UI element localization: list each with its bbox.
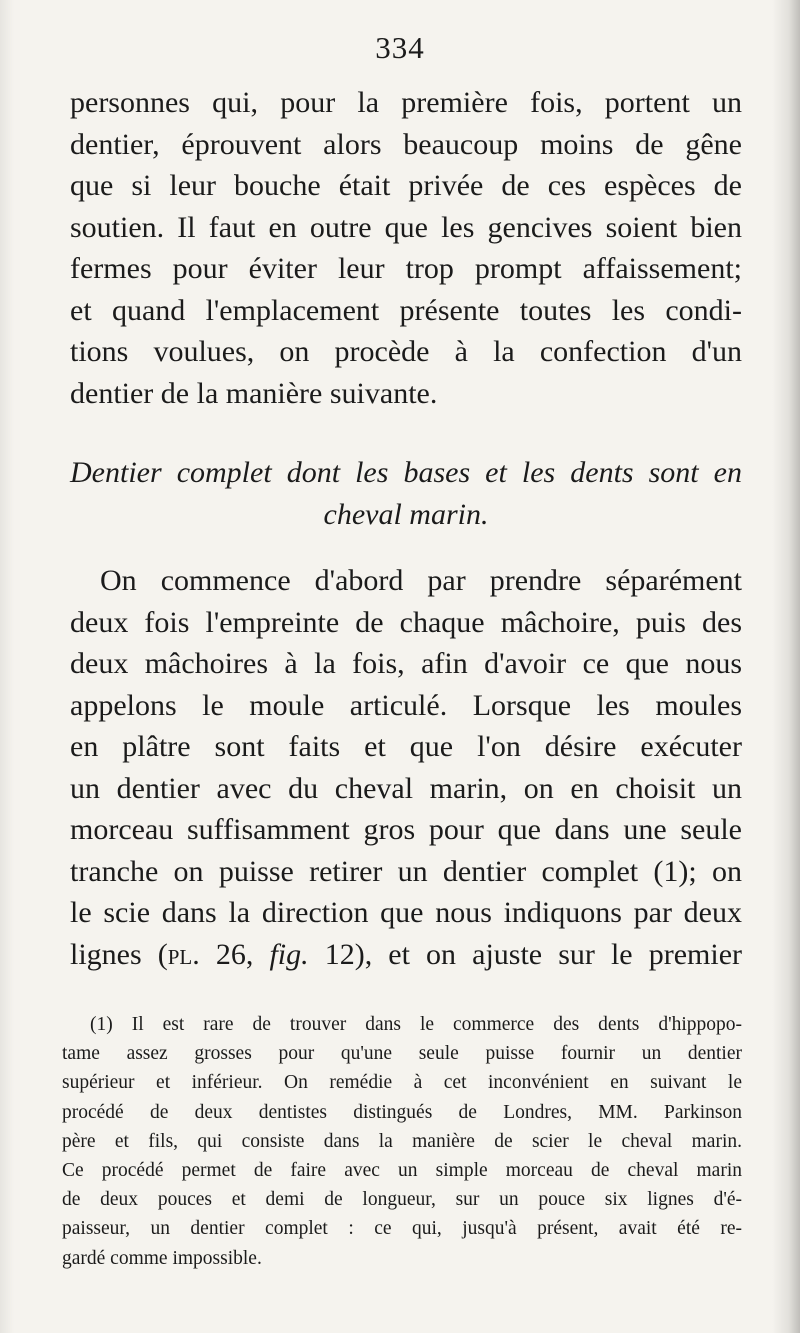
text-line: soutien. Il faut en outre que les gencives soient bien bbox=[70, 210, 742, 244]
footnote-line: (1) Il est rare de trouver dans le commerce des dents d'hippopo- bbox=[90, 1014, 742, 1035]
text-line: deux fois l'empreinte de chaque mâchoire, puis des bbox=[70, 605, 742, 639]
text-line: tranche on puisse retirer un dentier complet (1); on bbox=[70, 854, 742, 888]
text-line: le scie dans la direction que nous indiquons par deux bbox=[70, 896, 742, 929]
footnote bbox=[62, 1010, 742, 1273]
footnote-line: de deux pouces et demi de longueur, sur un pouce six lignes d'é- bbox=[62, 1189, 742, 1211]
text-line: dentier de la manière suivante. bbox=[70, 376, 438, 410]
heading-line: cheval marin. bbox=[323, 498, 489, 531]
footnote-line: procédé de deux dentistes distingués de Londres, MM. Parkinson bbox=[62, 1101, 742, 1123]
heading-line: Dentier complet dont les bases et les dents sont en bbox=[70, 456, 742, 489]
text-line: que si leur bouche était privée de ces espèces de bbox=[70, 169, 742, 202]
text-line: fermes pour éviter leur trop prompt affaissement; bbox=[70, 252, 742, 285]
footnote-line: gardé comme impossible. bbox=[62, 1247, 262, 1269]
plate-abbreviation: pl. bbox=[167, 937, 200, 971]
footnote-line: tame assez grosses pour qu'une seule puisse fournir un dentier bbox=[62, 1043, 742, 1065]
paragraph-1 bbox=[70, 82, 742, 414]
page-number: 334 bbox=[375, 30, 425, 65]
text-line: personnes qui, pour la première fois, portent un bbox=[70, 86, 742, 119]
section-heading bbox=[70, 452, 742, 536]
text-fragment: lignes ( bbox=[70, 937, 168, 971]
text-fragment: 12), et on ajuste sur le premier bbox=[308, 937, 742, 971]
text-fragment: 26, bbox=[199, 937, 270, 971]
figure-abbreviation: fig. bbox=[269, 937, 309, 971]
footnote-line: supérieur et inférieur. On remédie à cet inconvénient en suivant le bbox=[62, 1072, 742, 1094]
text-line: appelons le moule articulé. Lorsque les moules bbox=[70, 688, 742, 722]
footnote-line: père et fils, qui consiste dans la manière de scier le cheval marin. bbox=[62, 1130, 742, 1152]
text-line: en plâtre sont faits et que l'on désire exécuter bbox=[70, 730, 742, 763]
text-line: morceau suffisamment gros pour que dans une seule bbox=[70, 813, 742, 846]
footnote-line: paisseur, un dentier complet : ce qui, jusqu'à présent, avait été re- bbox=[62, 1218, 742, 1240]
paragraph-2 bbox=[70, 560, 742, 975]
text-line: un dentier avec du cheval marin, on en choisit un bbox=[70, 771, 742, 805]
footnote-line: Ce procédé permet de faire avec un simple morceau de cheval marin bbox=[62, 1160, 742, 1182]
text-line: deux mâchoires à la fois, afin d'avoir ce que nous bbox=[70, 647, 742, 680]
text-line-with-figure-reference bbox=[70, 934, 742, 976]
text-line: On commence d'abord par prendre séparément bbox=[100, 564, 742, 597]
text-line: dentier, éprouvent alors beaucoup moins de gêne bbox=[70, 127, 742, 161]
text-line: tions voulues, on procède à la confection d'un bbox=[70, 335, 742, 368]
text-line: et quand l'emplacement présente toutes les condi- bbox=[70, 293, 742, 327]
